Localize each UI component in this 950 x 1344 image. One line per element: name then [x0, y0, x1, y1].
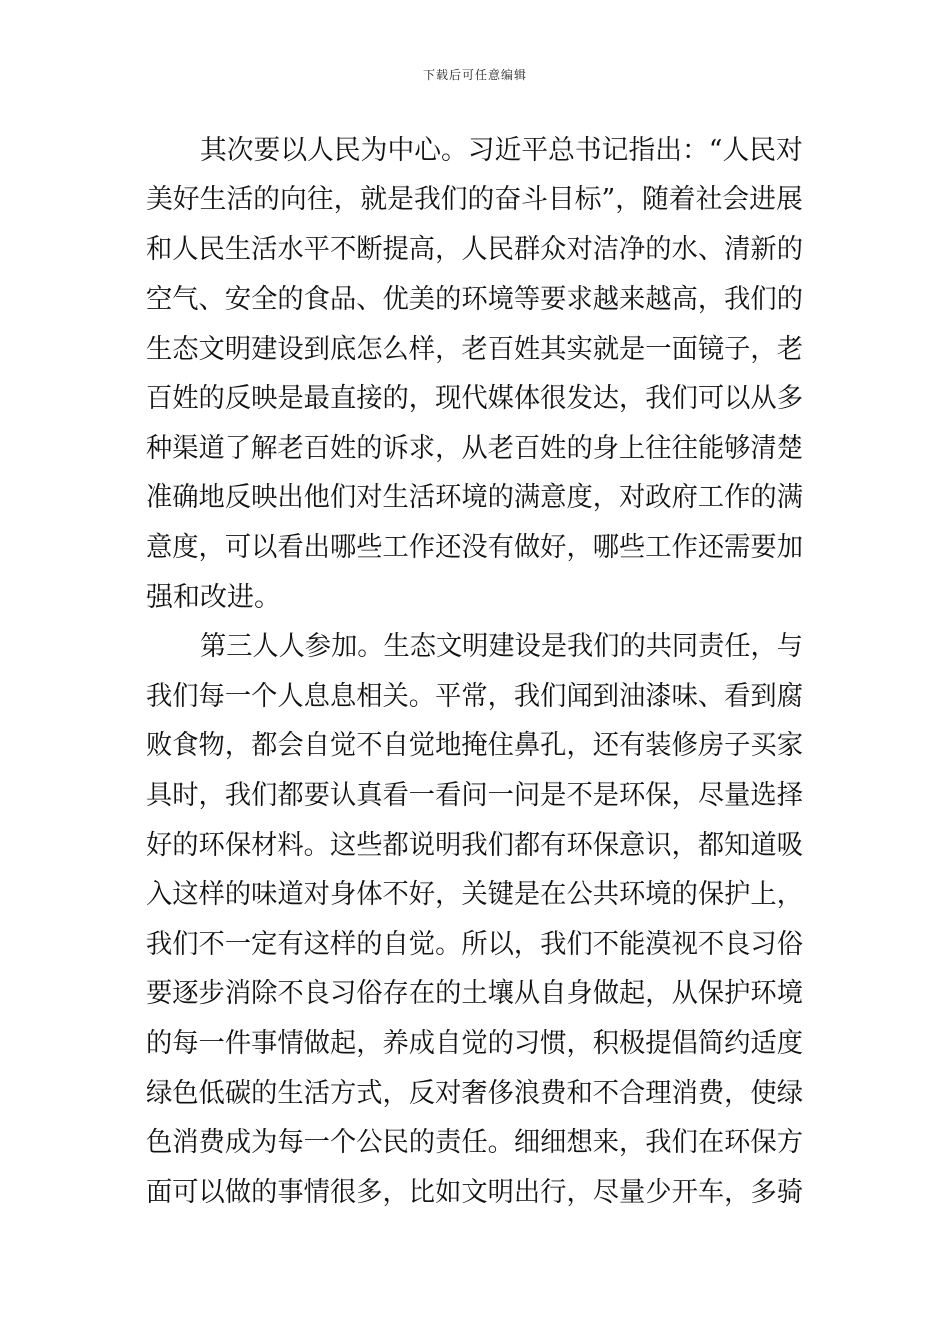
text-line: 其次要以人民为中心。习近平总书记指出：“人民对 — [200, 135, 803, 166]
text-line: 意度，可以看出哪些工作还没有做好，哪些工作还需要加 — [146, 532, 803, 563]
text-line: 色消费成为每一个公民的责任。细细想来，我们在环保方 — [146, 1127, 803, 1158]
text-line: 种渠道了解老百姓的诉求，从老百姓的身上往往能够清楚 — [146, 433, 803, 464]
text-line: 要逐步消除不良习俗存在的土壤从自身做起，从保护环境 — [146, 978, 803, 1009]
text-line: 准确地反映出他们对生活环境的满意度，对政府工作的满 — [146, 482, 803, 513]
text-line: 具时，我们都要认真看一看问一问是不是环保，尽量选择 — [146, 780, 803, 811]
text-line: 美好生活的向往，就是我们的奋斗目标”，随着社会进展 — [146, 184, 803, 215]
text-line: 空气、安全的食品、优美的环境等要求越来越高，我们的 — [146, 284, 803, 315]
text-line: 生态文明建设到底怎么样，老百姓其实就是一面镜子，老 — [146, 334, 803, 365]
text-line: 绿色低碳的生活方式，反对奢侈浪费和不合理消费，使绿 — [146, 1078, 803, 1109]
text-line: 入这样的味道对身体不好，关键是在公共环境的保护上， — [146, 879, 803, 910]
text-line: 百姓的反映是最直接的，现代媒体很发达，我们可以从多 — [146, 383, 803, 414]
text-line: 第三人人参加。生态文明建设是我们的共同责任，与 — [200, 631, 803, 662]
text-line: 和人民生活水平不断提高，人民群众对洁净的水、清新的 — [146, 234, 803, 265]
text-line: 强和改进。 — [146, 582, 281, 613]
text-line: 的每一件事情做起，养成自觉的习惯，积极提倡简约适度 — [146, 1028, 803, 1059]
page-header: 下载后可任意编辑 — [422, 68, 527, 82]
text-line: 我们每一个人息息相关。平常，我们闻到油漆味、看到腐 — [146, 681, 803, 712]
text-line: 败食物，都会自觉不自觉地掩住鼻孔，还有装修房子买家 — [146, 730, 803, 761]
text-line: 好的环保材料。这些都说明我们都有环保意识，都知道吸 — [146, 830, 803, 861]
text-line: 我们不一定有这样的自觉。所以，我们不能漠视不良习俗 — [146, 929, 803, 960]
text-line: 面可以做的事情很多，比如文明出行，尽量少开车，多骑 — [146, 1177, 803, 1208]
